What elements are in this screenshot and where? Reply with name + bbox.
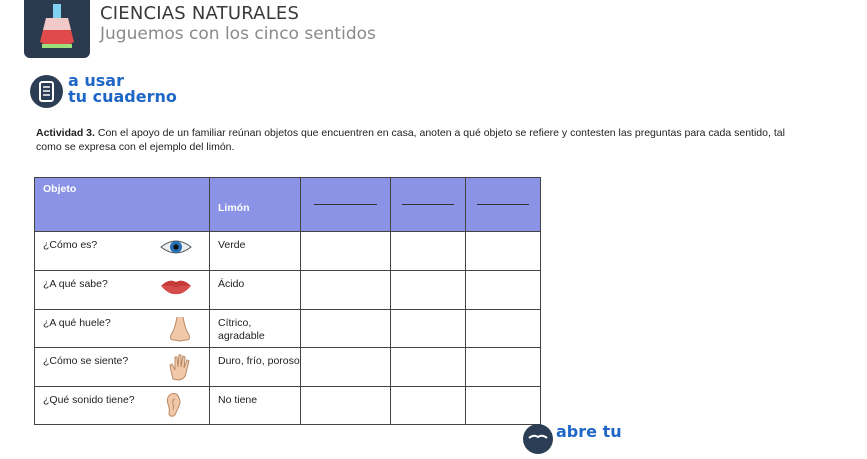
question-label: ¿Cómo se siente? — [43, 355, 129, 367]
table-row — [35, 310, 541, 348]
blank-line — [402, 204, 454, 205]
unit-title: Juguemos con los cinco sentidos — [100, 24, 376, 44]
blank-line — [477, 204, 529, 205]
header-object: Objeto — [35, 178, 210, 232]
hand-icon — [167, 353, 193, 381]
table-row — [35, 387, 541, 425]
header-example: Limón — [210, 178, 301, 232]
answer-cell[interactable] — [466, 310, 541, 348]
answer-cell[interactable] — [301, 310, 391, 348]
lips-icon — [159, 276, 193, 296]
row-question — [35, 387, 210, 425]
answer-cell[interactable] — [391, 310, 466, 348]
question-label: ¿Cómo es? — [43, 239, 98, 251]
notebook-label-line1: a usar — [68, 71, 124, 90]
eye-icon — [159, 237, 193, 257]
answer-cell[interactable] — [301, 387, 391, 425]
header-blank-3[interactable] — [466, 178, 541, 232]
answer-cell[interactable] — [391, 387, 466, 425]
book-icon — [523, 424, 553, 454]
question-label: ¿Qué sonido tiene? — [43, 394, 135, 406]
row-question — [35, 271, 210, 310]
answer-cell[interactable] — [301, 232, 391, 271]
table-row — [35, 271, 541, 310]
answer-cell[interactable] — [466, 271, 541, 310]
question-label: ¿A qué sabe? — [43, 278, 108, 290]
row-answer: Duro, frío, poroso — [210, 348, 301, 387]
table-header-row — [35, 178, 541, 232]
row-question — [35, 310, 210, 348]
answer-cell[interactable] — [301, 348, 391, 387]
subject-logo — [24, 0, 90, 58]
answer-cell[interactable] — [466, 387, 541, 425]
question-label: ¿A qué huele? — [43, 317, 111, 329]
header-blank-2[interactable] — [391, 178, 466, 232]
answer-cell[interactable] — [391, 232, 466, 271]
row-answer: Cítrico, agradable — [210, 310, 301, 348]
notebook-label-line2: tu cuaderno — [68, 87, 177, 106]
nose-icon — [167, 315, 193, 343]
row-question — [35, 232, 210, 271]
subject-title: CIENCIAS NATURALES — [100, 3, 300, 24]
answer-cell[interactable] — [391, 271, 466, 310]
table-row — [35, 232, 541, 271]
row-answer: No tiene — [210, 387, 301, 425]
row-answer: Verde — [210, 232, 301, 271]
flask-icon — [24, 0, 90, 58]
answer-cell[interactable] — [466, 348, 541, 387]
activity-table — [34, 177, 541, 425]
activity-label: Actividad 3. — [36, 127, 95, 139]
answer-cell[interactable] — [391, 348, 466, 387]
table-row — [35, 348, 541, 387]
header-blank-1[interactable] — [301, 178, 391, 232]
row-question — [35, 348, 210, 387]
notebook-label — [68, 73, 177, 105]
blank-line — [314, 204, 376, 205]
answer-cell[interactable] — [301, 271, 391, 310]
answer-cell[interactable] — [466, 232, 541, 271]
row-answer: Ácido — [210, 271, 301, 310]
open-book-label: abre tu — [556, 422, 622, 441]
notebook-icon — [30, 75, 63, 108]
activity-text: Con el apoyo de un familiar reúnan objetos que encuentren en casa, anoten a qué objeto se refiere y contesten las preguntas para cada sentido, tal como se expresa con el ejemplo del limón. — [36, 127, 785, 153]
ear-icon — [165, 392, 183, 418]
activity-instructions — [36, 126, 796, 154]
